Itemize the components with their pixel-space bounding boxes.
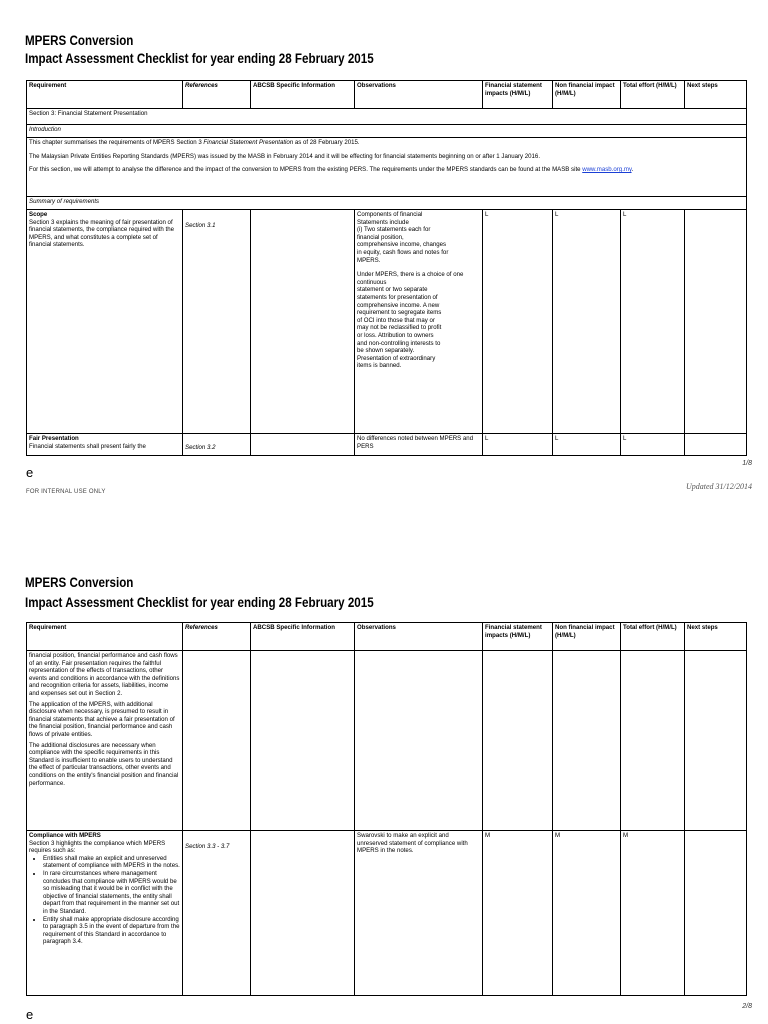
- table-row-compliance: [27, 831, 747, 996]
- header-total-effort: Total effort (H/M/L): [621, 81, 685, 109]
- observation-line: may not be reclassified to profit: [357, 324, 442, 332]
- observation-line: or loss. Attribution to owners: [357, 331, 434, 339]
- header-abcsb: ABCSB Specific Information: [251, 81, 355, 109]
- section-title-row: [27, 109, 747, 125]
- observation-line: in equity, cash flows and notes for: [357, 248, 449, 256]
- total-effort-cell: L: [621, 434, 685, 456]
- table-header-row: [27, 623, 747, 651]
- masb-link[interactable]: www.masb.org.my: [582, 166, 632, 174]
- section-title: Section 3: Financial Statement Presentation: [27, 109, 747, 125]
- fair-cont-paragraph-1: financial position, financial performance and cash flows of an entity. Fair presentation requires the faithful representation of the effects of transactions, other events and conditions in accordance with the definitions and recognition criteria for assets, liabilities, income and expenses set out in Section 2.: [29, 652, 180, 697]
- abcsb-cell: [251, 210, 355, 434]
- header-next-steps: Next steps: [685, 623, 747, 651]
- header-total-effort: Total effort (H/M/L): [621, 623, 685, 651]
- checklist-table: [26, 622, 747, 996]
- observation-line: Statements include: [357, 218, 409, 226]
- intro-paragraph-3: For this section, we will attempt to analyse the difference and the impact of the conversion to MPERS from the existing PERS. The requirements under the MPERS standards can be found at the MASB site www.masb.org.my.: [29, 166, 634, 174]
- total-effort-cell: [621, 651, 685, 831]
- abcsb-cell: [251, 434, 355, 456]
- footer-logo-e: e: [26, 1007, 34, 1022]
- list-item: • Entity shall make appropriate disclosure according to paragraph 3.5 in the event of departure from the requirement of this Standard in accordance to paragraph 3.4.: [43, 916, 180, 946]
- fair-cont-paragraph-3: The additional disclosures are necessary when compliance with the specific requirements in this Standard is insufficient to enable users to understand the effect of particular transactions, other events and conditions on the entity's financial position and financial performance.: [29, 741, 179, 787]
- requirement-cell: [27, 434, 183, 456]
- scope-heading: Scope: [29, 211, 48, 218]
- next-steps-cell: [685, 434, 747, 456]
- list-item: • In rare circumstances where management concludes that compliance with MPERS would be so misleading that it would be in conflict with the objective of financial statements, the entity shall depart from that requirement in the manner set out in the Standard.: [43, 870, 180, 916]
- observation-line: requirement to segregate items: [357, 309, 442, 317]
- observations-cell: [355, 210, 483, 434]
- non-financial-impact-cell: L: [553, 210, 621, 434]
- document-page-2: [0, 512, 768, 1024]
- observation-line: MPERS.: [357, 256, 381, 264]
- reference-cell: Section 3.3 - 3.7: [183, 831, 251, 996]
- page-number: 2/8: [742, 1003, 752, 1010]
- summary-label: Summary of requirements: [27, 197, 747, 210]
- financial-impact-cell: L: [483, 434, 553, 456]
- introduction-text: [27, 138, 747, 197]
- observations-cell: [355, 651, 483, 831]
- next-steps-cell: [685, 210, 747, 434]
- next-steps-cell: [685, 651, 747, 831]
- doc-title: MPERS Conversion: [25, 33, 134, 48]
- intro-paragraph-1: This chapter summarises the requirements of MPERS Section 3 Financial Statement Presentation as of 28 February 2015.: [29, 139, 360, 146]
- compliance-heading: Compliance with MPERS: [29, 832, 101, 839]
- page-number: 1/8: [742, 460, 752, 467]
- reference-cell: Section 3.2: [183, 434, 251, 456]
- header-observations: Observations: [355, 623, 483, 651]
- observation-line: Components of financial: [357, 211, 423, 218]
- observation-line: Under MPERS, there is a choice of one: [357, 271, 464, 279]
- observations-cell: No differences noted between MPERS and PERS: [355, 434, 483, 456]
- financial-impact-cell: [483, 651, 553, 831]
- observation-line: comprehensive income, changes: [357, 241, 447, 249]
- observation-line: of OCI into those that may or: [357, 316, 435, 324]
- financial-impact-cell: L: [483, 210, 553, 434]
- scope-text: Section 3 explains the meaning of fair presentation of financial statements, the compliance required with the MPERS, and what constitutes a complete set of financial statements.: [29, 218, 174, 249]
- summary-row: [27, 197, 747, 210]
- fair-text: Financial statements shall present fairly the: [29, 442, 146, 450]
- observation-line: (i) Two statements each for: [357, 226, 431, 234]
- observation-line: and non-controlling interests to: [357, 339, 441, 347]
- fair-cont-paragraph-2: The application of the MPERS, with additional disclosure when necessary, is presumed to result in financial statements that achieve a fair presentation of the financial position, financial performance and cash flows of private entities.: [29, 700, 175, 738]
- scope-observation-b: [357, 271, 480, 370]
- observation-line: items is banned.: [357, 362, 402, 370]
- header-abcsb: ABCSB Specific Information: [251, 623, 355, 651]
- observation-line: be shown separately.: [357, 347, 415, 355]
- total-effort-cell: L: [621, 210, 685, 434]
- internal-use-notice: FOR INTERNAL USE ONLY: [26, 489, 106, 495]
- next-steps-cell: [685, 831, 747, 996]
- observation-line: statements for presentation of: [357, 293, 438, 301]
- requirement-cell: [27, 651, 183, 831]
- table-row-fair-presentation-continued: [27, 651, 747, 831]
- reference-cell: [183, 651, 251, 831]
- header-observations: Observations: [355, 81, 483, 109]
- list-item: • Entities shall make an explicit and unreserved statement of compliance with MPERS in the notes.: [43, 855, 180, 870]
- header-requirement: Requirement: [27, 81, 183, 109]
- updated-date: Updated 31/12/2014: [686, 482, 752, 491]
- table-row-fair-presentation: [27, 434, 747, 456]
- compliance-bullet-list: [29, 855, 180, 946]
- header-financial-impacts: Financial statement impacts (H/M/L): [483, 81, 553, 109]
- observation-line: Presentation of extraordinary: [357, 354, 436, 362]
- doc-subtitle: Impact Assessment Checklist for year ending 28 February 2015: [25, 595, 374, 610]
- table-row-scope: [27, 210, 747, 434]
- header-non-financial: Non financial impact (H/M/L): [553, 81, 621, 109]
- financial-impact-cell: M: [483, 831, 553, 996]
- compliance-intro: Section 3 highlights the compliance which MPERS requires such as:: [29, 839, 166, 855]
- doc-subtitle: Impact Assessment Checklist for year ending 28 February 2015: [25, 51, 374, 66]
- abcsb-cell: [251, 651, 355, 831]
- introduction-label: Introduction: [27, 125, 747, 138]
- observation-line: financial position,: [357, 233, 404, 241]
- header-references: References: [183, 81, 251, 109]
- reference-cell: Section 3.1: [183, 210, 251, 434]
- abcsb-cell: [251, 831, 355, 996]
- requirement-cell: [27, 831, 183, 996]
- header-requirement: Requirement: [27, 623, 183, 651]
- non-financial-impact-cell: L: [553, 434, 621, 456]
- non-financial-impact-cell: M: [553, 831, 621, 996]
- fair-heading: Fair Presentation: [29, 435, 79, 442]
- header-financial-impacts: Financial statement impacts (H/M/L): [483, 623, 553, 651]
- header-non-financial: Non financial impact (H/M/L): [553, 623, 621, 651]
- total-effort-cell: M: [621, 831, 685, 996]
- observations-cell: Swarovski to make an explicit and unreserved statement of compliance with MPERS in the notes.: [355, 831, 483, 996]
- checklist-table: [26, 80, 747, 456]
- introduction-row: [27, 125, 747, 138]
- non-financial-impact-cell: [553, 651, 621, 831]
- observation-line: continuous: [357, 278, 387, 286]
- observation-line: statement or two separate: [357, 286, 428, 294]
- observation-line: comprehensive income. A new: [357, 301, 440, 309]
- doc-title: MPERS Conversion: [25, 575, 134, 590]
- scope-observation-a: [357, 211, 480, 264]
- intro-paragraph-2: The Malaysian Private Entities Reporting Standards (MPERS) was issued by the MASB in February 2014 and it will be effecting for financial statements beginning on or after 1 January 2016.: [29, 152, 541, 160]
- table-header-row: [27, 81, 747, 109]
- header-next-steps: Next steps: [685, 81, 747, 109]
- requirement-cell: [27, 210, 183, 434]
- header-references: References: [183, 623, 251, 651]
- footer-logo-e: e: [26, 465, 34, 480]
- introduction-text-row: [27, 138, 747, 197]
